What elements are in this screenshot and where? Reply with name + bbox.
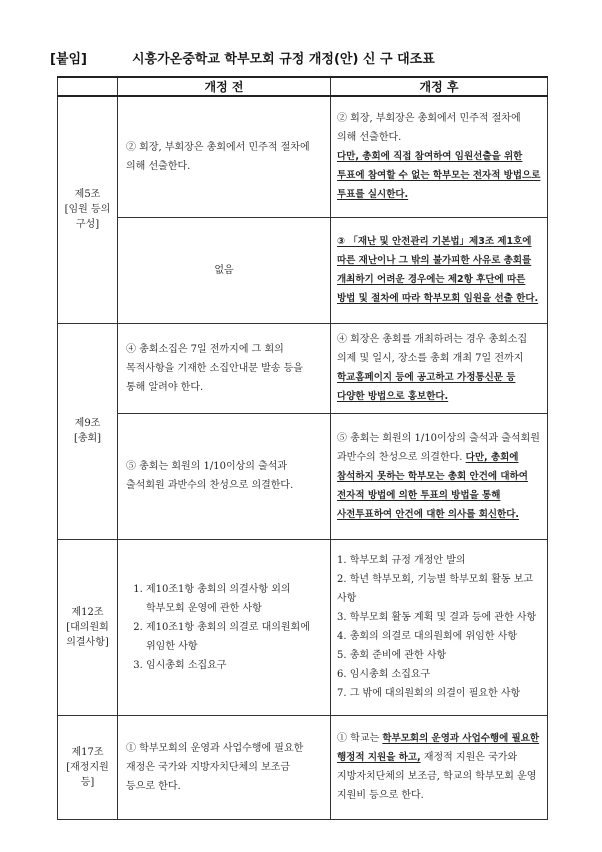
list-item: 1. 제10조1항 총회의 의결사항 외의 학부모회 운영에 관한 사항 xyxy=(146,580,320,618)
document-header xyxy=(50,48,550,70)
list-item: 5. 총회 준비에 관한 사항 xyxy=(337,650,447,661)
amended-text: 다만, 총회에 참석하지 못하는 학부모는 총회 안건에 대하여 전자적 방법에 의한 투표의 방법을 통해 사전투표하여 안건에 대한 의사를 회신한다. xyxy=(337,451,528,520)
amended-text: 학교홈페이지 등에 공고하고 가정통신문 등 다양한 방법으로 홍보한다. xyxy=(337,372,516,402)
list-item: 3. 임시총회 소집요구 xyxy=(146,656,320,675)
before-list xyxy=(126,580,320,675)
after-cell: ② 회장, 부회장은 총회에서 민주적 절차에 의해 선출한다. 다만, 총회에 직접 참여하여 임원선출을 위한 투표에 참여할 수 없는 학부모는 전자적 방법으로 투표를 실시한다. xyxy=(331,96,548,217)
table-row xyxy=(58,715,548,819)
amended-text: 학부모회의 운영과 사업수행에 필요한 행정적 지원을 하고, xyxy=(337,733,540,763)
amended-text: 다만, 총회에 직접 참여하여 임원선출을 위한 투표에 참여할 수 없는 학부모는 전자적 방법으로 투표를 실시한다. xyxy=(337,151,541,201)
attachment-tag: [붙임] xyxy=(50,52,87,67)
after-cell xyxy=(331,539,548,715)
table-row xyxy=(58,217,548,323)
section-label-art17: 제17조 [재정지원 등] xyxy=(58,715,118,819)
section-label-art12: 제12조 [대의원회 의결사항] xyxy=(58,539,118,715)
after-cell xyxy=(331,217,548,323)
section-label-art9: 제9조 [총회] xyxy=(58,323,118,539)
column-header-before: 개정 전 xyxy=(118,77,331,96)
before-cell xyxy=(118,539,331,715)
corner-cell xyxy=(58,77,118,96)
amended-text: ③ 「재난 및 안전관리 기본법」제3조 제1호에 따른 재난이나 그 밖의 불가피한 사유로 총회를 개최하기 어려운 경우에는 제2항 후단에 따른 방법 및 절차에 따라 학부모회 임원을 선출 한다. xyxy=(337,236,539,304)
list-item: 2. 제10조1항 총회의 의결로 대의원회에 위임한 사항 xyxy=(146,618,320,656)
after-cell: ⑤ 총회는 회원의 1/10이상의 출석과 출석회원 과반수의 찬성으로 의결한다. 다만, 총회에 참석하지 못하는 학부모는 총회 안건에 대하여 전자적 방법에 의한 투표의 방법을 통해 사전투표하여 안건에 대한 의사를 회신한다. xyxy=(331,413,548,539)
list-item: 4. 총회의 의결로 대의원회에 위임한 사항 xyxy=(337,631,517,642)
table-row xyxy=(58,539,548,715)
before-cell: ② 회장, 부회장은 총회에서 민주적 절차에 의해 선출한다. xyxy=(118,96,331,217)
column-header-after: 개정 후 xyxy=(331,77,548,96)
list-item: 7. 그 밖에 대의원회의 의결이 필요한 사항 xyxy=(337,688,521,699)
comparison-table xyxy=(57,76,548,820)
list-item: 1. 학부모회 규정 개정안 발의 xyxy=(337,555,466,566)
before-cell: ① 학부모회의 운영과 사업수행에 필요한 재정은 국가와 지방자치단체의 보조금 등으로 한다. xyxy=(118,715,331,819)
section-label-art5: 제5조 [임원 등의 구성] xyxy=(58,96,118,323)
table-header-row xyxy=(58,77,548,96)
table-row xyxy=(58,413,548,539)
after-cell: ① 학교는 학부모회의 운영과 사업수행에 필요한 행정적 지원을 하고, 재정적 지원은 국가와 지방자치단체의 보조금, 학교의 학부모회 운영 지원비 등으로 한다. xyxy=(331,715,548,819)
after-cell: ④ 회장은 총회를 개최하려는 경우 총회소집 의제 및 일시, 장소를 총회 개최 7일 전까지 학교홈페이지 등에 공고하고 가정통신문 등 다양한 방법으로 홍보한다. xyxy=(331,323,548,413)
list-item: 6. 임시총회 소집요구 xyxy=(337,669,431,680)
list-item: 2. 학년 학부모회, 기능별 학부모회 활동 보고 사항 xyxy=(337,574,534,604)
document-title: 시흥가온중학교 학부모회 규정 개정(안) 신 구 대조표 xyxy=(132,52,435,67)
table-row xyxy=(58,323,548,413)
table-row xyxy=(58,96,548,217)
before-cell: ⑤ 총회는 회원의 1/10이상의 출석과 출석회원 과반수의 찬성으로 의결한다. xyxy=(118,413,331,539)
before-cell: 없음 xyxy=(118,217,331,323)
before-cell: ④ 총회소집은 7일 전까지에 그 회의 목적사항을 기재한 소집안내문 발송 등을 통해 알려야 한다. xyxy=(118,323,331,413)
list-item: 3. 학부모회 활동 계획 및 결과 등에 관한 사항 xyxy=(337,612,537,623)
